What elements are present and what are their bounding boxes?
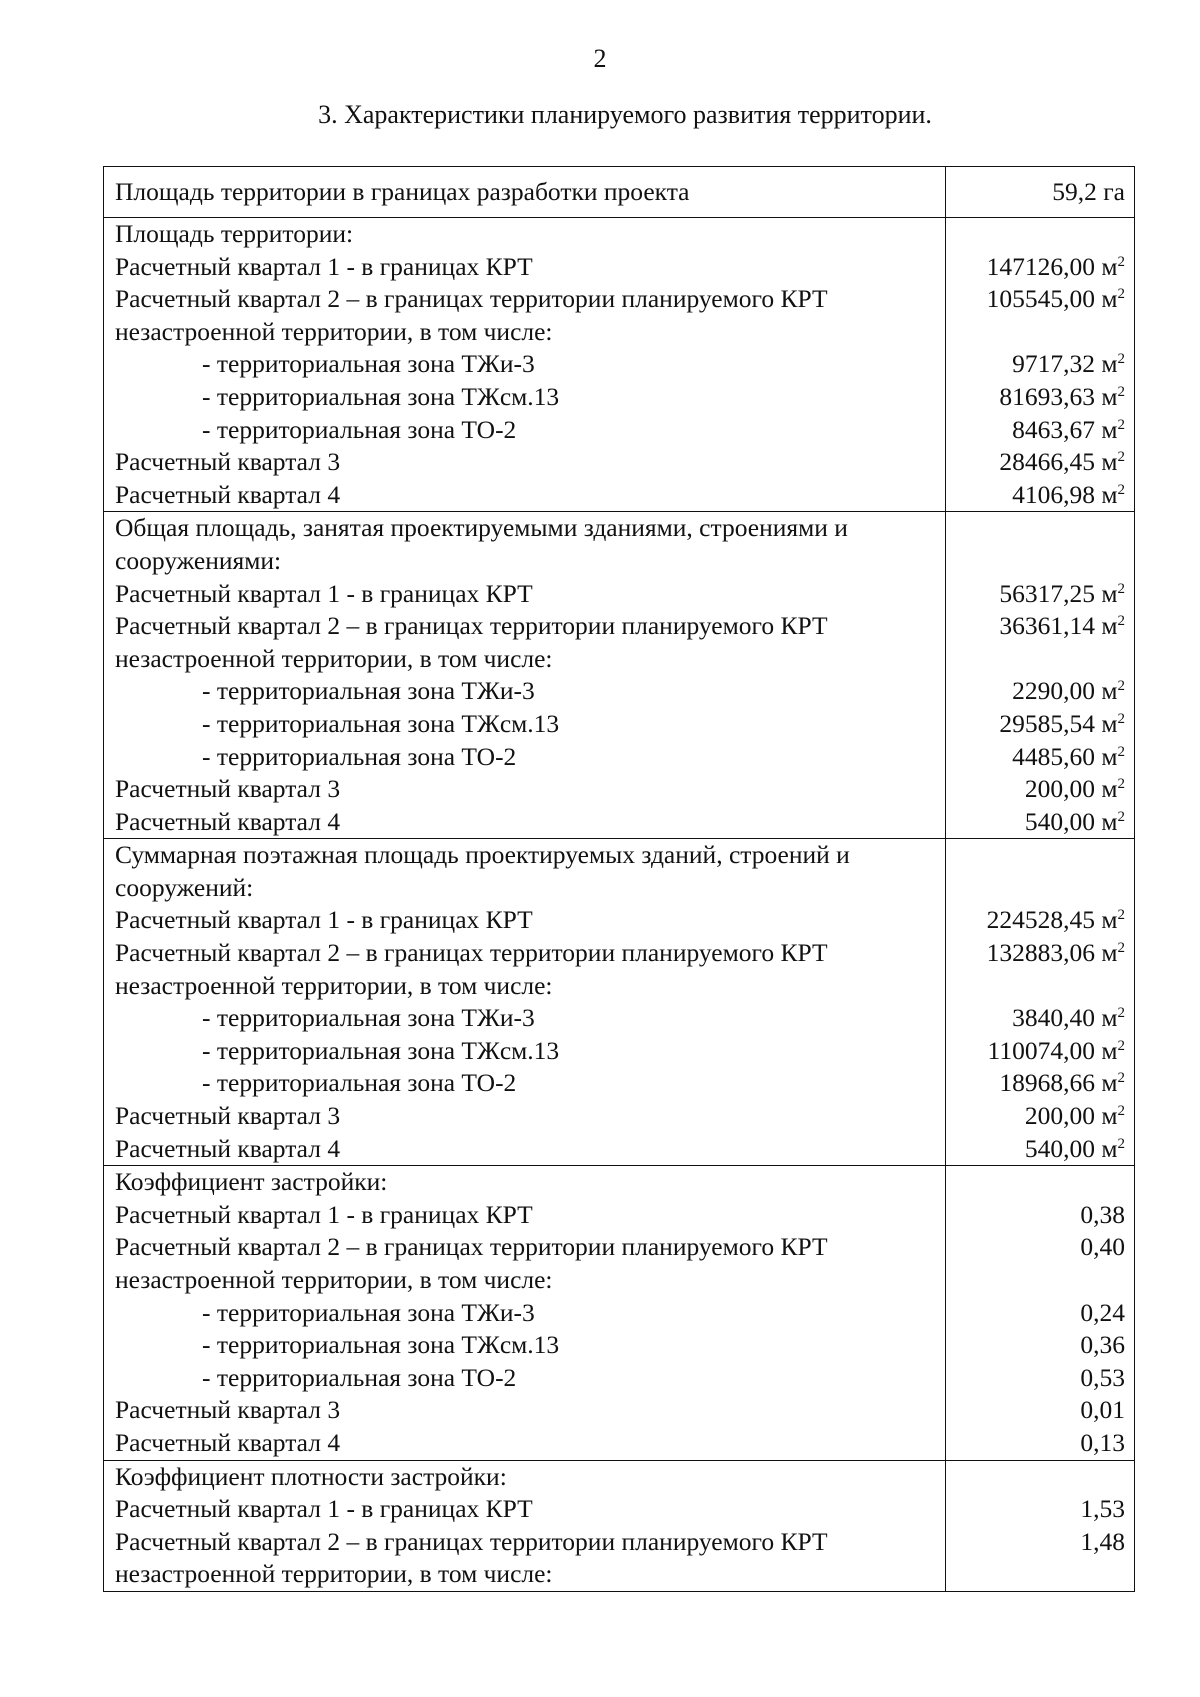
value-number: 200,00 <box>1024 1101 1095 1131</box>
list-item-value <box>946 904 1134 937</box>
total-area-value-cell <box>946 167 1135 218</box>
value-unit-superscript: 2 <box>1117 907 1125 924</box>
total-area-label-cell <box>104 167 946 218</box>
section-label-cell <box>104 1460 946 1591</box>
list-item-value <box>946 937 1134 970</box>
value-unit-superscript: 2 <box>1117 1005 1125 1022</box>
list-item-label: Расчетный квартал 1 - в границах КРТ <box>115 1199 533 1229</box>
section-label-cell <box>104 1166 946 1460</box>
section-heading: сооружениями: <box>115 545 282 575</box>
value-number: 0,38 <box>1080 1199 1125 1229</box>
zone-label: - территориальная зона ТО-2 <box>202 414 517 444</box>
value-unit: м <box>1101 381 1118 411</box>
characteristics-table <box>103 166 1135 1592</box>
total-area-label: Площадь территории в границах разработки проекта <box>115 177 690 206</box>
value-number: 81693,63 <box>999 381 1095 411</box>
value-number: 18968,66 <box>999 1068 1095 1098</box>
value-unit-superscript: 2 <box>1117 481 1125 498</box>
value-number: 1,48 <box>1080 1526 1125 1556</box>
table-row-total-area <box>104 167 1135 218</box>
value-number: 0,13 <box>1080 1427 1125 1457</box>
empty-value <box>946 1558 1134 1591</box>
value-unit-superscript: 2 <box>1117 678 1125 695</box>
list-item-value <box>946 479 1134 512</box>
value-number: 0,24 <box>1080 1297 1125 1327</box>
table-row-section-building-coefficient <box>104 1166 1135 1460</box>
section-value-cell <box>946 218 1135 512</box>
list-item-value <box>946 1035 1134 1068</box>
value-unit: м <box>1101 708 1118 738</box>
list-item-value <box>946 610 1134 643</box>
list-item-value <box>946 1199 1134 1232</box>
value-unit-superscript: 2 <box>1117 776 1125 793</box>
list-item-label: незастроенной территории, в том числе: <box>115 970 553 1000</box>
list-item-label: Расчетный квартал 3 <box>115 447 341 477</box>
value-number: 110074,00 <box>987 1035 1095 1065</box>
list-item-value <box>946 1100 1134 1133</box>
value-unit-superscript: 2 <box>1117 580 1125 597</box>
value-number: 8463,67 <box>1012 414 1095 444</box>
value-number: 0,36 <box>1080 1330 1125 1360</box>
section-heading: Коэффициент плотности застройки: <box>115 1461 507 1491</box>
list-item-label: Расчетный квартал 3 <box>115 774 341 804</box>
value-unit: м <box>1101 905 1118 935</box>
value-number: 0,40 <box>1080 1232 1125 1262</box>
value-unit-superscript: 2 <box>1117 351 1125 368</box>
zone-label: - территориальная зона ТЖи-3 <box>202 349 535 379</box>
page-number: 2 <box>593 44 607 73</box>
empty-value <box>946 970 1134 1003</box>
value-unit: м <box>1101 447 1118 477</box>
empty-value <box>946 1264 1134 1297</box>
value-unit: м <box>1101 774 1118 804</box>
list-item-label: незастроенной территории, в том числе: <box>115 1559 553 1589</box>
empty-value <box>946 839 1134 872</box>
zone-label: - территориальная зона ТЖсм.13 <box>202 708 560 738</box>
value-unit: м <box>1101 676 1118 706</box>
empty-value <box>946 218 1134 251</box>
value-number: 29585,54 <box>999 708 1095 738</box>
section-heading: Суммарная поэтажная площадь проектируемых зданий, строений и <box>115 840 850 870</box>
list-item-value <box>946 675 1134 708</box>
value-unit-superscript: 2 <box>1117 1103 1125 1120</box>
value-unit-superscript: 2 <box>1117 1135 1125 1152</box>
section-heading: Общая площадь, занятая проектируемыми зданиями, строениями и <box>115 513 848 543</box>
section-value-cell <box>946 1460 1135 1591</box>
list-item-value <box>946 1231 1134 1264</box>
list-item-value <box>946 708 1134 741</box>
section-heading: Коэффициент застройки: <box>115 1167 388 1197</box>
list-item-label: Расчетный квартал 3 <box>115 1101 341 1131</box>
list-item-value <box>946 283 1134 316</box>
list-item-value <box>946 1297 1134 1330</box>
value-number: 132883,06 <box>986 938 1095 968</box>
value-number: 4485,60 <box>1012 741 1095 771</box>
list-item-value <box>946 446 1134 479</box>
empty-value <box>946 545 1134 578</box>
list-item-label: Расчетный квартал 2 – в границах территории планируемого КРТ <box>115 1232 828 1262</box>
value-number: 36361,14 <box>999 611 1095 641</box>
zone-label: - территориальная зона ТЖсм.13 <box>202 1035 560 1065</box>
zone-label: - территориальная зона ТО-2 <box>202 1068 517 1098</box>
value-unit: м <box>1101 479 1118 509</box>
list-item-value <box>946 1329 1134 1362</box>
zone-label: - территориальная зона ТЖи-3 <box>202 676 535 706</box>
table-row-section-territory-area <box>104 218 1135 512</box>
value-unit: м <box>1101 349 1118 379</box>
section-label-cell <box>104 512 946 839</box>
list-item-value <box>946 251 1134 284</box>
list-item-label: Расчетный квартал 1 - в границах КРТ <box>115 251 533 281</box>
section-label-cell <box>104 839 946 1166</box>
value-unit: м <box>1101 1003 1118 1033</box>
empty-value <box>946 1461 1134 1494</box>
value-unit: м <box>1101 1068 1118 1098</box>
table-row-section-built-area <box>104 512 1135 839</box>
value-unit-superscript: 2 <box>1117 940 1125 957</box>
empty-value <box>946 872 1134 905</box>
list-item-value <box>946 1002 1134 1035</box>
zone-label: - территориальная зона ТО-2 <box>202 741 517 771</box>
value-number: 540,00 <box>1024 1133 1095 1163</box>
list-item-label: Расчетный квартал 2 – в границах территории планируемого КРТ <box>115 284 828 314</box>
value-unit-superscript: 2 <box>1117 416 1125 433</box>
section-label-cell <box>104 218 946 512</box>
zone-label: - территориальная зона ТЖи-3 <box>202 1003 535 1033</box>
total-area-value: 59,2 га <box>1052 177 1125 206</box>
list-item-value <box>946 1362 1134 1395</box>
section-value-cell <box>946 839 1135 1166</box>
value-unit-superscript: 2 <box>1117 1037 1125 1054</box>
value-number: 105545,00 <box>986 284 1095 314</box>
list-item-value <box>946 578 1134 611</box>
section-heading: сооружений: <box>115 872 254 902</box>
list-item-value <box>946 1427 1134 1460</box>
zone-label: - территориальная зона ТЖсм.13 <box>202 1330 560 1360</box>
value-unit-superscript: 2 <box>1117 613 1125 630</box>
section-title: 3. Характеристики планируемого развития территории. <box>318 100 932 129</box>
list-item-label: Расчетный квартал 4 <box>115 806 341 836</box>
table-row-section-density-coefficient <box>104 1460 1135 1591</box>
list-item-label: Расчетный квартал 2 – в границах территории планируемого КРТ <box>115 1526 828 1556</box>
list-item-value <box>946 806 1134 839</box>
value-unit: м <box>1101 806 1118 836</box>
value-unit-superscript: 2 <box>1117 253 1125 270</box>
section-value-cell <box>946 512 1135 839</box>
value-unit: м <box>1101 938 1118 968</box>
empty-value <box>946 1166 1134 1199</box>
value-unit: м <box>1101 1101 1118 1131</box>
section-value-cell <box>946 1166 1135 1460</box>
list-item-label: Расчетный квартал 4 <box>115 1133 341 1163</box>
value-unit-superscript: 2 <box>1117 1070 1125 1087</box>
list-item-label: Расчетный квартал 2 – в границах территории планируемого КРТ <box>115 611 828 641</box>
list-item-value <box>946 773 1134 806</box>
list-item-value <box>946 1394 1134 1427</box>
zone-label: - территориальная зона ТО-2 <box>202 1362 517 1392</box>
value-unit: м <box>1101 284 1118 314</box>
list-item-label: Расчетный квартал 1 - в границах КРТ <box>115 905 533 935</box>
value-unit-superscript: 2 <box>1117 710 1125 727</box>
value-unit-superscript: 2 <box>1117 286 1125 303</box>
value-unit: м <box>1101 414 1118 444</box>
section-heading: Площадь территории: <box>115 219 354 248</box>
list-item-value <box>946 348 1134 381</box>
empty-value <box>946 643 1134 676</box>
value-number: 3840,40 <box>1012 1003 1095 1033</box>
list-item-label: незастроенной территории, в том числе: <box>115 316 553 346</box>
list-item-label: Расчетный квартал 2 – в границах территории планируемого КРТ <box>115 938 828 968</box>
table-row-section-floor-area <box>104 839 1135 1166</box>
value-number: 56317,25 <box>999 578 1095 608</box>
value-number: 4106,98 <box>1012 479 1095 509</box>
list-item-value <box>946 741 1134 774</box>
value-number: 28466,45 <box>999 447 1095 477</box>
list-item-label: Расчетный квартал 1 - в границах КРТ <box>115 1494 533 1524</box>
value-unit: м <box>1101 1133 1118 1163</box>
list-item-label: незастроенной территории, в том числе: <box>115 1265 553 1294</box>
value-unit: м <box>1101 1035 1118 1065</box>
list-item-value <box>946 1526 1134 1559</box>
list-item-label: Расчетный квартал 4 <box>115 479 341 509</box>
list-item-value <box>946 1493 1134 1526</box>
list-item-label: Расчетный квартал 3 <box>115 1395 341 1425</box>
value-unit: м <box>1101 578 1118 608</box>
value-number: 200,00 <box>1024 774 1095 804</box>
value-unit-superscript: 2 <box>1117 743 1125 760</box>
value-unit: м <box>1101 251 1118 281</box>
list-item-label: Расчетный квартал 1 - в границах КРТ <box>115 578 533 608</box>
empty-value <box>946 316 1134 349</box>
value-number: 224528,45 <box>986 905 1095 935</box>
zone-label: - территориальная зона ТЖи-3 <box>202 1297 535 1327</box>
value-number: 1,53 <box>1080 1494 1125 1524</box>
value-number: 0,01 <box>1080 1395 1125 1425</box>
zone-label: - территориальная зона ТЖсм.13 <box>202 381 560 411</box>
list-item-value <box>946 381 1134 414</box>
empty-value <box>946 512 1134 545</box>
list-item-value <box>946 1133 1134 1166</box>
list-item-value <box>946 1067 1134 1100</box>
value-unit-superscript: 2 <box>1117 383 1125 400</box>
value-number: 0,53 <box>1080 1362 1125 1392</box>
value-number: 147126,00 <box>986 251 1095 281</box>
value-unit-superscript: 2 <box>1117 449 1125 466</box>
value-number: 540,00 <box>1024 806 1095 836</box>
value-unit: м <box>1101 741 1118 771</box>
list-item-label: незастроенной территории, в том числе: <box>115 643 553 673</box>
list-item-value <box>946 414 1134 447</box>
value-number: 9717,32 <box>1012 349 1095 379</box>
value-unit-superscript: 2 <box>1117 808 1125 825</box>
value-number: 2290,00 <box>1012 676 1095 706</box>
list-item-label: Расчетный квартал 4 <box>115 1427 341 1457</box>
value-unit: м <box>1101 611 1118 641</box>
